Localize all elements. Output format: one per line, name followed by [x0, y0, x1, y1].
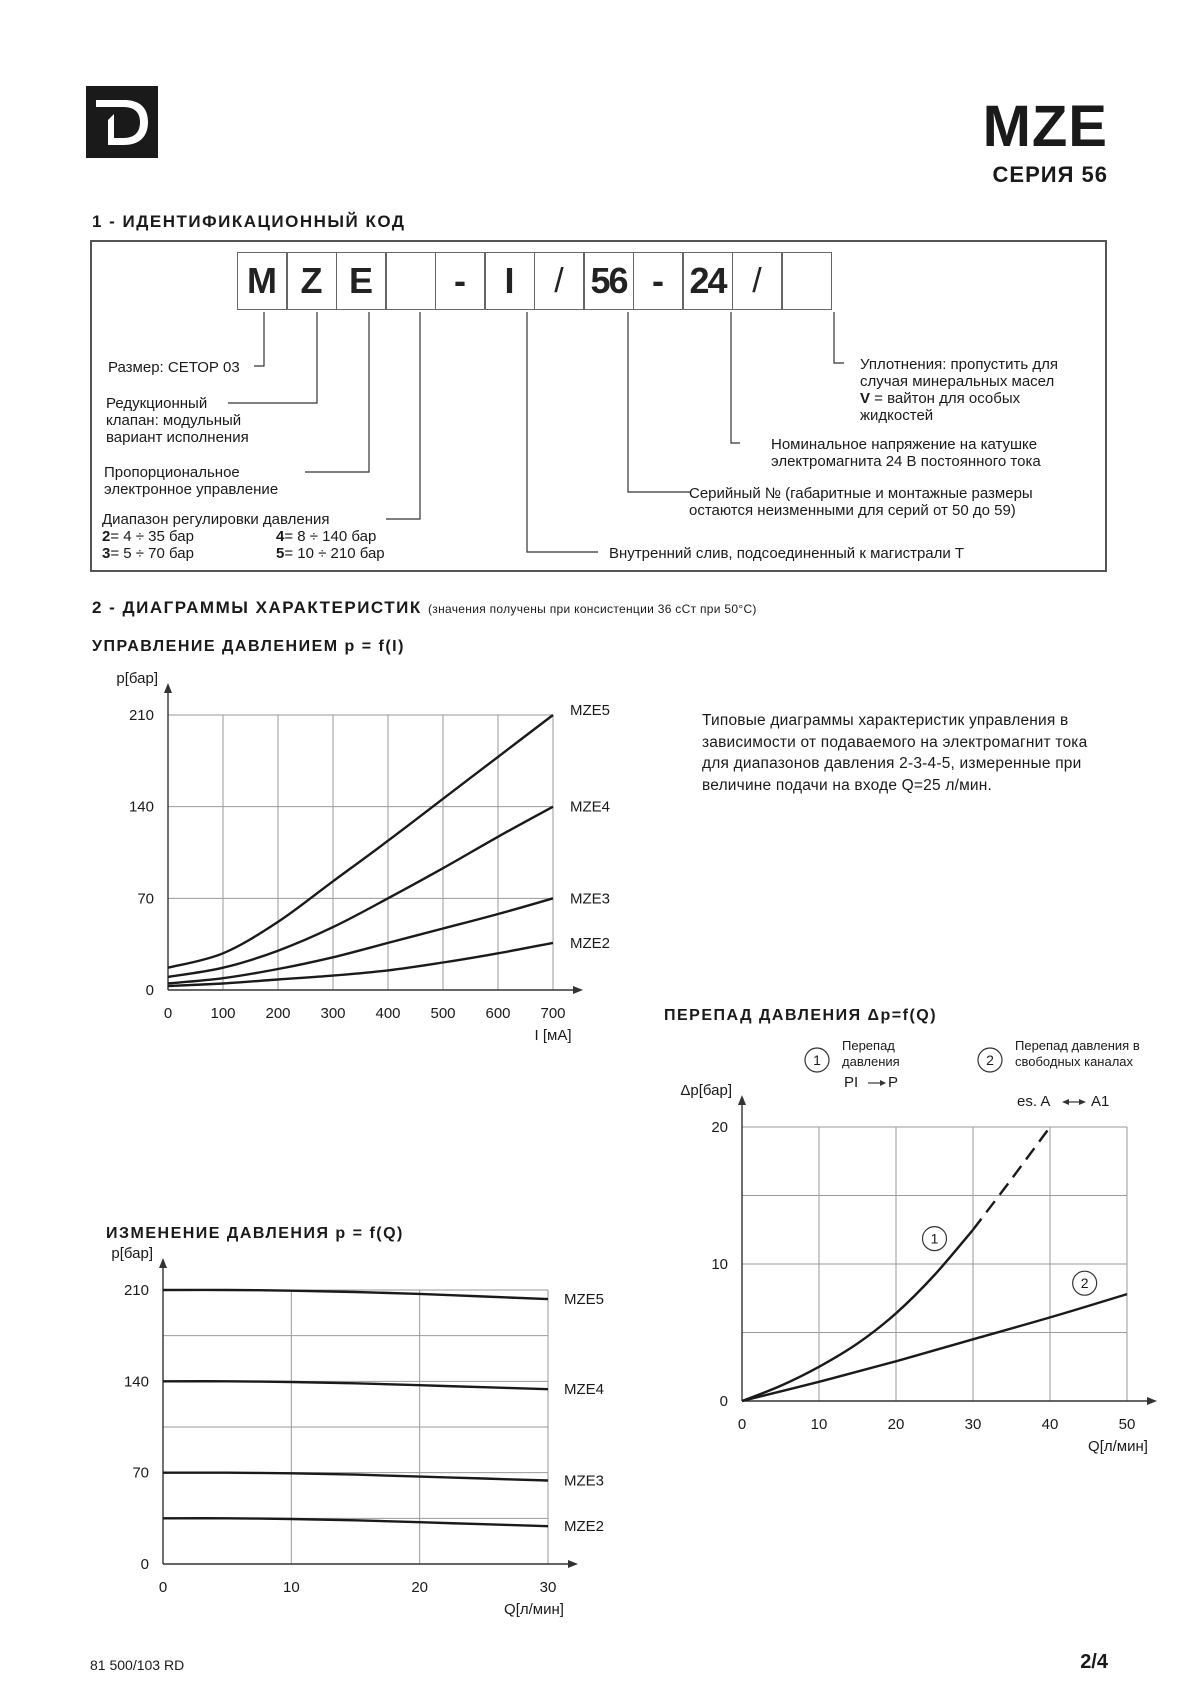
legend-2-arrowhead-right — [1079, 1099, 1086, 1105]
x-tick-label: 200 — [265, 1005, 291, 1022]
series-label: СЕРИЯ 56 — [992, 162, 1108, 187]
description-line: зависимости от подаваемого на электромагнит тока — [702, 733, 1088, 751]
x-tick-label: 700 — [540, 1005, 566, 1022]
x-axis-arrow — [1147, 1397, 1157, 1405]
label-range-3: 3= 5 ÷ 70 бар — [102, 545, 194, 562]
y-tick-label: 140 — [128, 798, 154, 816]
x-tick-label: 50 — [1118, 1416, 1136, 1433]
series-line-MZE3 — [163, 1473, 548, 1481]
series-label-MZE5: MZE5 — [564, 1291, 605, 1309]
x-tick-label: 10 — [282, 1579, 300, 1596]
x-axis-label: Q[л/мин] — [504, 1601, 564, 1618]
legend-1-text: Перепад — [842, 1038, 895, 1053]
series-line-MZE4 — [163, 1381, 548, 1389]
x-tick-label: 600 — [485, 1005, 511, 1022]
y-tick-label: 0 — [140, 1556, 149, 1573]
code-cell: 24 — [682, 252, 733, 310]
x-tick-label: 0 — [163, 1005, 173, 1022]
chart-3 — [111, 1245, 604, 1618]
series-line-MZE2 — [163, 1518, 548, 1526]
x-tick-label: 500 — [430, 1005, 456, 1022]
code-cell: - — [435, 252, 486, 310]
code-cell: 56 — [583, 252, 634, 310]
y-tick-label: 210 — [123, 1282, 149, 1299]
y-tick-label: 0 — [145, 982, 154, 999]
label-drain: Внутренний слив, подсоединенный к магистрали Т — [609, 545, 965, 562]
y-tick-label: 140 — [123, 1373, 149, 1391]
section2-subheading: (значения получены при консистенции 36 сСт при 50°С) — [428, 602, 757, 616]
label-range-title: Диапазон регулировки давления — [102, 511, 330, 528]
label-proportional-2: электронное управление — [104, 481, 279, 498]
y-axis-arrow — [738, 1095, 746, 1105]
legend-1-arrowhead — [880, 1080, 886, 1086]
label-seals-1: Уплотнения: пропустить для — [860, 356, 1059, 373]
x-axis-label: I [мА] — [534, 1027, 572, 1044]
label-seals-2: случая минеральных масел — [860, 373, 1055, 390]
legend-2-flow-to: A1 — [1091, 1093, 1110, 1110]
x-tick-label: 40 — [1041, 1416, 1059, 1433]
x-tick-label: 100 — [210, 1005, 236, 1022]
section1-heading: 1 - ИДЕНТИФИКАЦИОННЫЙ КОД — [92, 212, 406, 231]
y-axis-arrow — [159, 1258, 167, 1268]
label-serial-1: Серийный № (габаритные и монтажные размеры — [689, 485, 1033, 502]
y-axis-arrow — [164, 683, 172, 693]
legend-2-number: 2 — [986, 1052, 994, 1068]
series-line-1-dashed — [973, 1127, 1050, 1230]
y-tick-label: 70 — [137, 890, 154, 908]
section2-title: 2 - ДИАГРАММЫ ХАРАКТЕРИСТИК — [92, 598, 422, 617]
x-tick-label: 20 — [887, 1416, 905, 1433]
series-label-MZE4: MZE4 — [564, 1381, 605, 1399]
chart-1 — [116, 670, 610, 1044]
y-tick-label: 0 — [719, 1393, 728, 1410]
x-tick-label: 30 — [964, 1416, 982, 1433]
x-tick-label: 0 — [737, 1416, 747, 1433]
series-label-MZE3: MZE3 — [564, 1472, 605, 1490]
chart3-title: ИЗМЕНЕНИЕ ДАВЛЕНИЯ p = f(Q) — [106, 1225, 404, 1242]
y-axis-label: p[бар] — [116, 670, 158, 687]
series-label-MZE2: MZE2 — [570, 934, 611, 952]
curve-2-marker-label: 2 — [1080, 1275, 1089, 1292]
y-tick-label: 10 — [711, 1256, 728, 1273]
chart1-title: УПРАВЛЕНИЕ ДАВЛЕНИЕМ p = f(I) — [92, 638, 405, 655]
doc-code: 81 500/103 RD — [90, 1657, 185, 1673]
legend-1-flow-from: PI — [844, 1074, 859, 1091]
x-tick-label: 20 — [411, 1579, 429, 1596]
label-voltage-1: Номинальное напряжение на катушке — [771, 436, 1038, 453]
x-tick-label: 30 — [539, 1579, 557, 1596]
chart2-title: ПЕРЕПАД ДАВЛЕНИЯ Δp=f(Q) — [664, 1007, 938, 1024]
x-axis-arrow — [573, 986, 583, 994]
legend-2-flow-from: es. A — [1017, 1093, 1051, 1110]
y-tick-label: 20 — [711, 1119, 728, 1136]
y-tick-label: 70 — [132, 1464, 149, 1482]
curve-1-marker-label: 1 — [930, 1230, 939, 1247]
label-seals-3: V = вайтон для особых — [860, 390, 1021, 407]
x-tick-label: 10 — [810, 1416, 828, 1433]
legend-1-text: давления — [842, 1054, 900, 1069]
code-cell: I — [484, 252, 535, 310]
series-label-MZE3: MZE3 — [570, 890, 611, 908]
label-seals-4: жидкостей — [860, 407, 934, 424]
label-reducing-2: клапан: модульный — [106, 412, 242, 429]
label-reducing-1: Редукционный — [106, 395, 208, 412]
series-label-MZE2: MZE2 — [564, 1518, 605, 1536]
description-line: для диапазонов давления 2-3-4-5, измеренные при — [702, 755, 1082, 772]
code-cell: / — [534, 252, 585, 310]
series-line-MZE5 — [168, 715, 553, 968]
x-axis-arrow — [568, 1560, 578, 1568]
y-axis-label: p[бар] — [111, 1245, 153, 1262]
code-cell: / — [732, 252, 783, 310]
legend-1-flow-to: P — [888, 1074, 899, 1091]
label-proportional-1: Пропорциональное — [104, 464, 240, 481]
series-line-MZE3 — [168, 898, 553, 983]
x-axis-label: Q[л/мин] — [1088, 1438, 1148, 1455]
label-range-5: 5= 10 ÷ 210 бар — [276, 545, 385, 562]
description-line: Типовые диаграммы характеристик управления в — [702, 712, 1069, 729]
legend-2-text: Перепад давления в — [1015, 1038, 1140, 1053]
code-cell: E — [336, 252, 387, 310]
label-serial-2: остаются неизменными для серий от 50 до 59) — [689, 502, 1016, 519]
label-range-2: 2= 4 ÷ 35 бар — [102, 528, 194, 545]
x-tick-label: 0 — [158, 1579, 168, 1596]
label-reducing-3: вариант исполнения — [106, 429, 249, 446]
legend-1-number: 1 — [813, 1052, 821, 1068]
code-cell: - — [633, 252, 684, 310]
series-line-2 — [742, 1294, 1127, 1401]
label-voltage-2: электромагнита 24 В постоянного тока — [771, 453, 1041, 470]
label-range-4: 4= 8 ÷ 140 бар — [276, 528, 377, 545]
legend-2-text: свободных каналах — [1015, 1054, 1134, 1069]
code-cell: Z — [286, 252, 337, 310]
x-tick-label: 300 — [320, 1005, 346, 1022]
series-line-1 — [742, 1230, 973, 1401]
description-line: величине подачи на входе Q=25 л/мин. — [702, 776, 993, 794]
code-cell: M — [237, 252, 288, 310]
y-axis-label: Δp[бар] — [680, 1082, 732, 1099]
series-label-MZE5: MZE5 — [570, 702, 611, 719]
y-tick-label: 210 — [128, 707, 154, 724]
label-size: Размер: СЕТОР 03 — [108, 359, 240, 376]
chart-2 — [680, 1038, 1157, 1455]
series-label-MZE4: MZE4 — [570, 798, 611, 816]
page-number: 2/4 — [1080, 1651, 1108, 1673]
model-title: MZE — [982, 94, 1108, 159]
x-tick-label: 400 — [375, 1005, 401, 1022]
series-line-MZE5 — [163, 1290, 548, 1299]
